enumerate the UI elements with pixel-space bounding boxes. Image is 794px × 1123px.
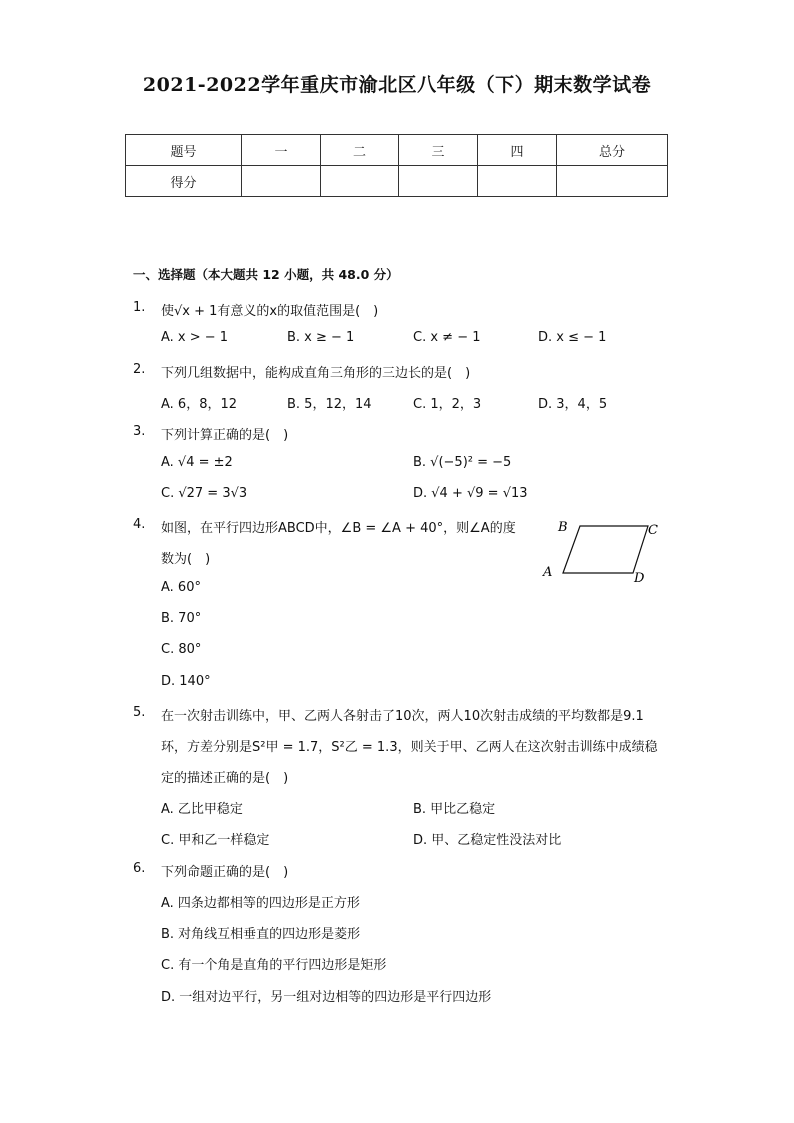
question-text-line1: 如图，在平行四边形ABCD中，∠B = ∠A + 40°，则∠A的度 — [161, 521, 516, 536]
score-cell — [557, 166, 668, 197]
option-c: C. 有一个角是直角的平行四边形是矩形 — [161, 958, 387, 973]
score-header-cell: 题号 — [126, 135, 242, 166]
question-text: 下列几组数据中，能构成直角三角形的三边长的是( ) — [161, 366, 471, 381]
question-number: 6. — [133, 861, 146, 876]
option-b: B. 对角线互相垂直的四边形是菱形 — [161, 927, 361, 942]
option-b: B. 70° — [161, 611, 202, 626]
option-b: B. x ≥ − 1 — [287, 330, 355, 345]
question-number: 1. — [133, 300, 146, 315]
score-header-cell: 一 — [242, 135, 321, 166]
option-d: D. 3，4，5 — [538, 397, 608, 412]
score-cell — [399, 166, 478, 197]
option-c: C. √27 = 3√3 — [161, 486, 248, 501]
option-d: D. x ≤ − 1 — [538, 330, 607, 345]
vertex-label-a: A — [543, 565, 553, 580]
score-row-label: 得分 — [126, 166, 242, 197]
question-text: 下列命题正确的是( ) — [161, 865, 289, 880]
option-c: C. 甲和乙一样稳定 — [161, 833, 270, 848]
option-d: D. 甲、乙稳定性没法对比 — [413, 833, 562, 848]
question-number: 2. — [133, 362, 146, 377]
option-b: B. 甲比乙稳定 — [413, 802, 496, 817]
score-header-cell: 总分 — [557, 135, 668, 166]
question-number: 4. — [133, 517, 146, 532]
option-a: A. x > − 1 — [161, 330, 229, 345]
option-b: B. √(−5)² = −5 — [413, 455, 512, 470]
parallelogram-figure — [538, 515, 668, 590]
question-text: 下列计算正确的是( ) — [161, 428, 289, 443]
question-text: 使√x + 1有意义的x的取值范围是( ) — [161, 304, 379, 319]
score-header-cell: 三 — [399, 135, 478, 166]
question-text-line2: 数为( ) — [161, 552, 211, 567]
option-d: D. 140° — [161, 674, 211, 689]
section-heading: 一、选择题（本大题共 12 小题，共 48.0 分） — [133, 267, 399, 282]
option-b: B. 5，12，14 — [287, 397, 372, 412]
option-a: A. 四条边都相等的四边形是正方形 — [161, 896, 360, 911]
page-title: 2021-2022学年重庆市渝北区八年级（下）期末数学试卷 — [142, 74, 652, 96]
score-cell — [321, 166, 399, 197]
question-number: 5. — [133, 705, 146, 720]
question-text-line3: 定的描述正确的是( ) — [161, 771, 289, 786]
score-header-cell: 二 — [321, 135, 399, 166]
option-c: C. 1，2，3 — [413, 397, 482, 412]
option-a: A. 6，8，12 — [161, 397, 238, 412]
question-text-line2: 环，方差分别是S²甲 = 1.7，S²乙 = 1.3，则关于甲、乙两人在这次射击训练中成绩稳 — [161, 740, 658, 755]
parallelogram-shape — [563, 526, 648, 573]
score-table-score-row — [126, 166, 668, 197]
score-cell — [478, 166, 557, 197]
question-text-line1: 在一次射击训练中，甲、乙两人各射击了10次，两人10次射击成绩的平均数都是9.1 — [161, 709, 644, 724]
vertex-label-d: D — [634, 571, 645, 586]
option-c: C. 80° — [161, 642, 202, 657]
option-a: A. 乙比甲稳定 — [161, 802, 243, 817]
question-number: 3. — [133, 424, 146, 439]
score-table — [125, 134, 668, 197]
option-a: A. √4 = ±2 — [161, 455, 233, 470]
option-d: D. √4 + √9 = √13 — [413, 486, 528, 501]
score-table-header-row — [126, 135, 668, 166]
option-a: A. 60° — [161, 580, 201, 595]
vertex-label-b: B — [558, 520, 568, 535]
option-c: C. x ≠ − 1 — [413, 330, 481, 345]
score-cell — [242, 166, 321, 197]
option-d: D. 一组对边平行，另一组对边相等的四边形是平行四边形 — [161, 990, 492, 1005]
score-header-cell: 四 — [478, 135, 557, 166]
vertex-label-c: C — [648, 523, 658, 538]
